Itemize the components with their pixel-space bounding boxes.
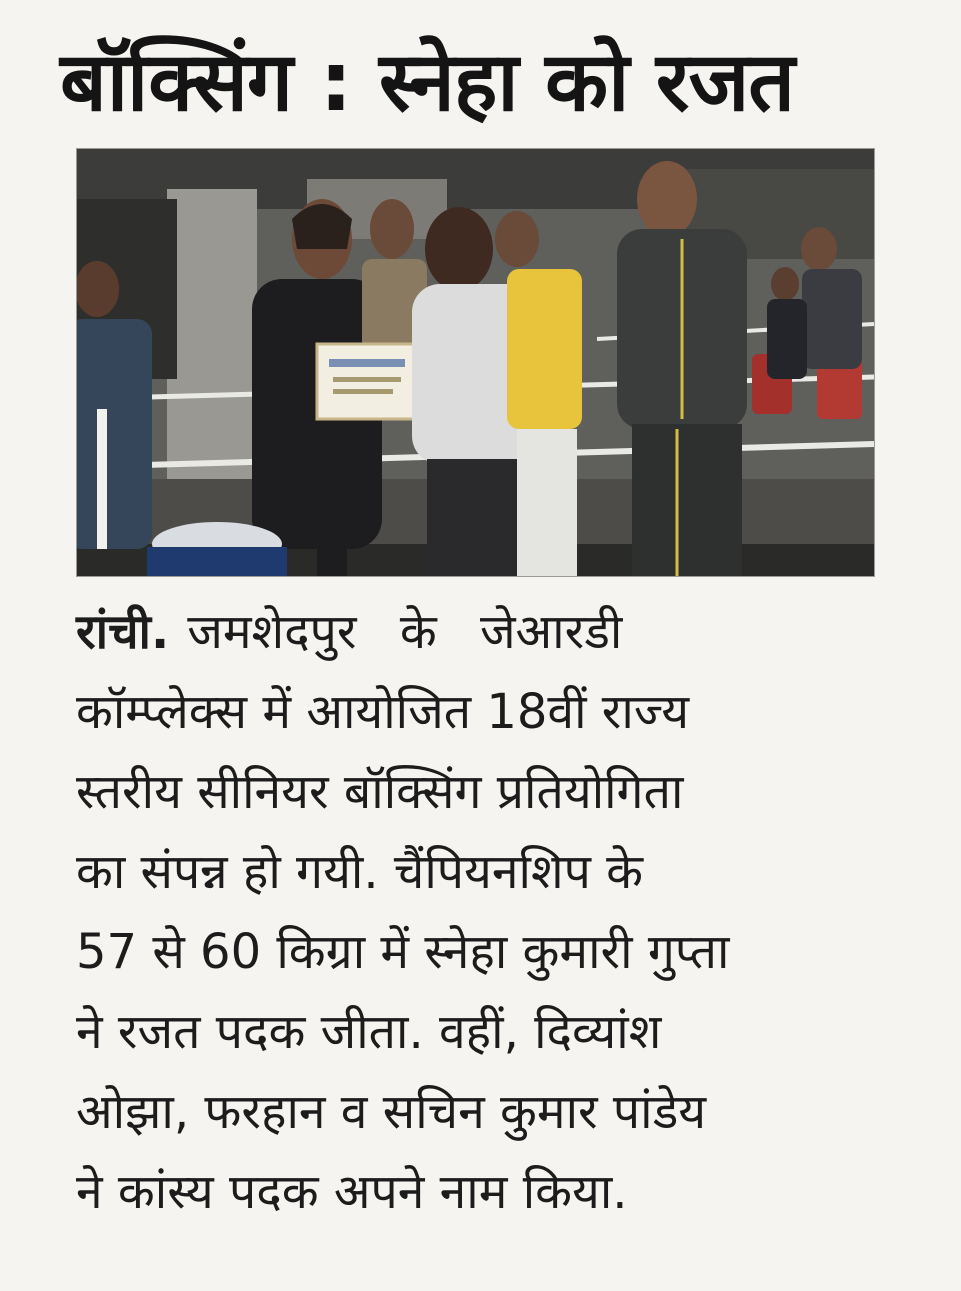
article-line (76, 592, 876, 672)
news-photo (76, 148, 875, 577)
article-line: स्तरीय सीनियर बॉक्सिंग प्रतियोगिता (76, 764, 684, 820)
article-line: कॉम्प्लेक्स में आयोजित 18वीं राज्य (76, 684, 690, 740)
article-line: 57 से 60 किग्रा में स्नेहा कुमारी गुप्ता (76, 924, 730, 980)
article-body (76, 592, 876, 1252)
dateline: रांची. (76, 604, 170, 660)
article-line-text: जमशेदपुर के जेआरडी (187, 604, 623, 660)
article-line: ने कांस्य पदक अपने नाम किया. (76, 1164, 628, 1220)
award-ceremony-photo (77, 149, 874, 576)
headline: बॉक्सिंग : स्नेहा को रजत (60, 35, 795, 130)
article-line: ओझा, फरहान व सचिन कुमार पांडेय (76, 1084, 707, 1140)
article-line: ने रजत पदक जीता. वहीं, दिव्यांश (76, 1004, 662, 1060)
article-line: का संपन्न हो गयी. चैंपियनशिप के (76, 844, 643, 900)
